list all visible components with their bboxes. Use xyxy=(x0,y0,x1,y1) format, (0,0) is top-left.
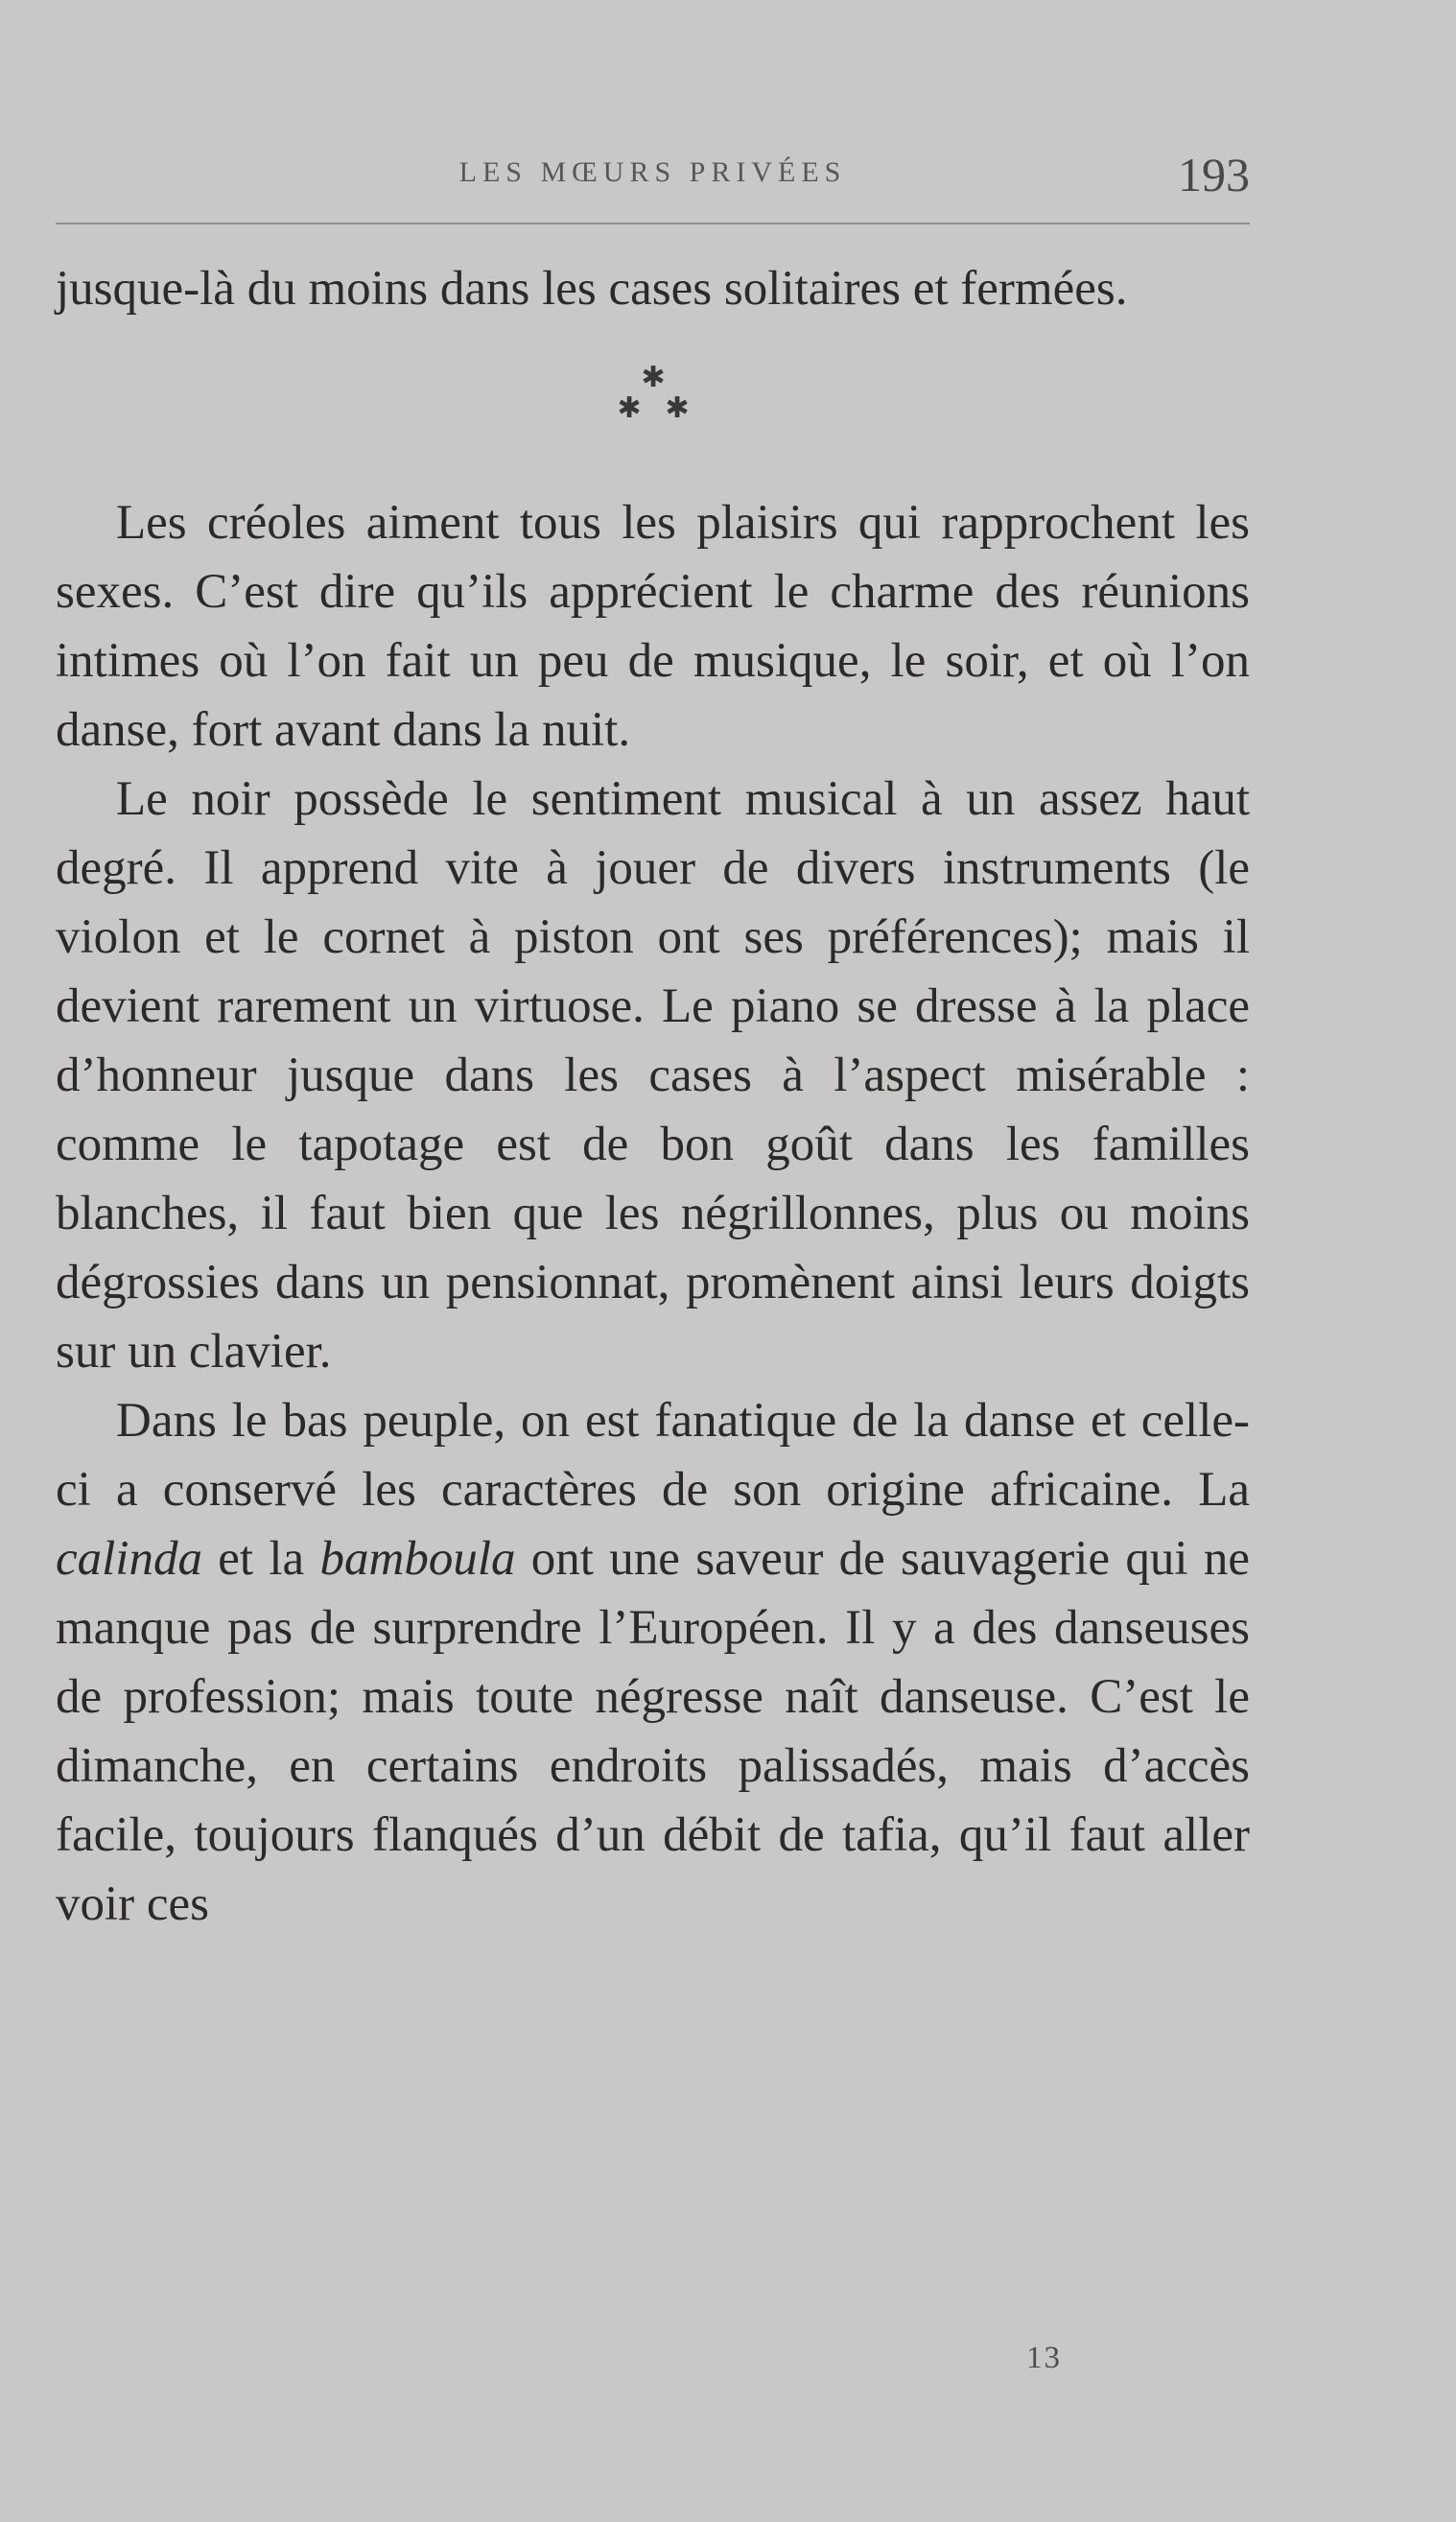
paragraph-dance xyxy=(56,1386,1250,1939)
paragraph-dance-text-2: et la xyxy=(201,1532,320,1586)
page-number: 193 xyxy=(1178,148,1250,201)
asterism-star-icon: ✱ xyxy=(665,391,690,425)
body-text xyxy=(56,254,1250,1939)
calinda-term: calinda xyxy=(56,1532,202,1586)
asterism-section-break xyxy=(610,361,696,450)
asterism-star-icon: ✱ xyxy=(617,391,642,425)
bamboula-term: bamboula xyxy=(319,1532,516,1586)
asterism-star-icon: ✱ xyxy=(641,361,666,394)
running-head xyxy=(56,139,1250,206)
paragraph-dance-text-1: Dans le bas peuple, on est fanatique de la danse et celle-ci a conservé les caractères de son origine africaine. La xyxy=(56,1394,1250,1517)
paragraph-continuation: jusque-là du moins dans les cases solitaires et fermées. xyxy=(56,262,1128,316)
paragraph-dance-text-3: ont une saveur de sauvagerie qui ne manque pas de surprendre l’Européen. Il y a des danseuses de profession; mais toute négresse naît danseuse. C’est le dimanche, en certains endroits palissadés, mais d’accès facile, toujours flanqués d’un débit de tafia, qu’il faut aller voir ces xyxy=(56,1532,1250,1931)
paragraph-music: Le noir possède le sentiment musical à un assez haut degré. Il apprend vite à jouer de divers instruments (le violon et le cornet à piston ont ses préférences); mais il devient rarement un virtuose. Le piano se dresse à la place d’honneur jusque dans les cases à l’aspect misérable : comme le tapotage est de bon goût dans les familles blanches, il faut bien que les négrillonnes, plus ou moins dégrossies dans un pensionnat, promènent ainsi leurs doigts sur un clavier. xyxy=(56,772,1250,1379)
signature-mark: 13 xyxy=(1026,2341,1062,2375)
running-title: LES MŒURS PRIVÉES xyxy=(458,156,847,188)
header-rule xyxy=(56,223,1250,224)
paragraph-creoles: Les créoles aiment tous les plaisirs qui rapprochent les sexes. C’est dire qu’ils apprécient le charme des réunions intimes où l’on fait un peu de musique, le soir, et où l’on danse, fort avant dans la nuit. xyxy=(56,496,1250,757)
